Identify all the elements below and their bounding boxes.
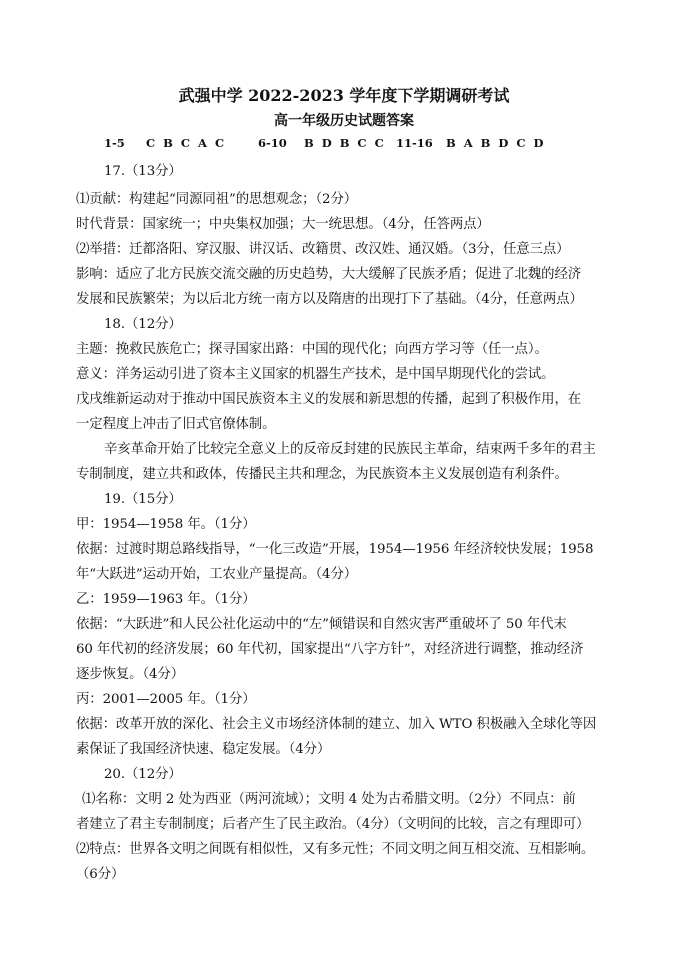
choice-range-2: 6-10 [258,136,287,150]
answer-line: ⑴名称：文明 2 处为西亚（两河流域）；文明 4 处为古希腊文明。（2分）不同点：前 [82,792,576,807]
question-19-heading: 19.（15分） [104,492,182,507]
answer-line: 戊戌维新运动对于推动中国民族资本主义的发展和新思想的传播，起到了积极作用，在 [76,392,582,407]
answer-line: 60 年代初的经济发展；60 年代初，国家提出“八字方针”，对经济进行调整，推动经济 [76,642,584,657]
answer-line: 逐步恢复。（4分） [76,667,185,682]
question-17-heading: 17.（13分） [104,164,182,179]
answer-line: 辛亥革命开始了比较完全意义上的反帝反封建的民族民主革命，结束两千多年的君主 [104,442,596,457]
answer-line: 专制制度，建立共和政体，传播民主共和理念，为民族资本主义发展创造有利条件。 [76,467,568,482]
choice-answers-3: B A B D C D [446,136,546,150]
answer-line: 者建立了君主专制制度；后者产生了民主政治。（4分）（文明间的比较，言之有理即可） [76,817,590,832]
answer-line: 年“大跃进”运动开始，工农业产量提高。（4分） [76,567,358,582]
answer-line: 素保证了我国经济快速、稳定发展。（4分） [76,742,331,757]
choice-answers-1: C B C A C [146,136,227,150]
answer-line: ⑵特点：世界各文明之间既有相似性，又有多元性；不同文明之间互相交流、互相影响。 [76,842,595,857]
choice-answers-2: B D B C C [304,136,386,150]
answer-line: 乙：1959—1963 年。（1分） [76,592,256,607]
document-subtitle: 高一年级历史试题答案 [274,113,414,129]
answer-line: 一定程度上冲击了旧式官僚体制。 [76,417,276,432]
answer-line: （6分） [76,867,125,882]
question-20-heading: 20.（12分） [104,767,182,782]
document-title: 武强中学 2022-2023 学年度下学期调研考试 [178,86,510,105]
answer-line: 发展和民族繁荣；为以后北方统一南方以及隋唐的出现打下了基础。（4分，任意两点） [76,292,583,307]
answer-line: 甲：1954—1958 年。（1分） [76,517,256,532]
answer-line: 依据：“大跃进”和人民公社化运动中的“左”倾错误和自然灾害严重破坏了 50 年代末 [76,617,567,632]
answer-line: 影响：适应了北方民族交流交融的历史趋势，大大缓解了民族矛盾；促进了北魏的经济 [76,267,582,282]
answer-line: ⑴贡献：构建起“同源同祖”的思想观念；（2分） [76,192,358,207]
answer-line: 丙：2001—2005 年。（1分） [76,692,256,707]
choice-range-1: 1-5 [104,136,125,150]
answer-line: 意义：洋务运动引进了资本主义国家的机器生产技术，是中国早期现代化的尝试。 [76,367,555,382]
answer-line: 依据：过渡时期总路线指导，“一化三改造”开展，1954—1956 年经济较快发展；1958 [76,542,594,557]
choice-range-3: 11-16 [396,136,433,150]
answer-line: ⑵举措：迁都洛阳、穿汉服、讲汉话、改籍贯、改汉姓、通汉婚。（3分，任意三点） [76,242,570,257]
answer-line: 主题：挽救民族危亡；探寻国家出路：中国的现代化；向西方学习等（任一点）。 [76,342,548,357]
answer-line: 时代背景：国家统一；中央集权加强；大一统思想。（4分，任答两点） [76,217,490,232]
question-18-heading: 18.（12分） [104,317,182,332]
answer-line: 依据：改革开放的深化、社会主义市场经济体制的建立、加入 WTO 积极融入全球化等因 [76,717,597,732]
